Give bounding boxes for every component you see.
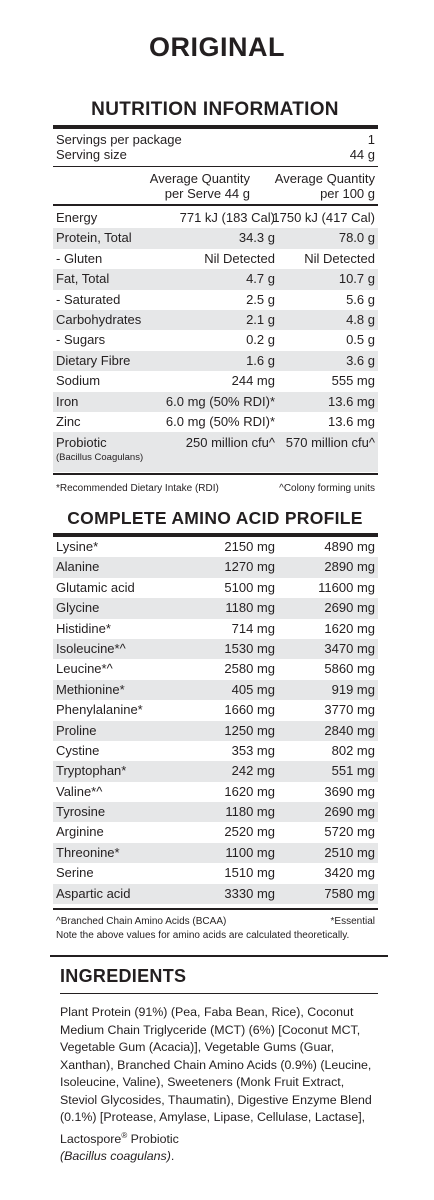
amino-row bbox=[53, 639, 378, 659]
nutrition-serve: 2.1 g bbox=[246, 311, 275, 327]
amino-name: Cystine bbox=[56, 742, 100, 758]
ingredients-text bbox=[60, 1004, 380, 1166]
amino-name: Tyrosine bbox=[56, 804, 106, 820]
amino-row bbox=[53, 802, 378, 822]
amino-serve: 1620 mg bbox=[224, 783, 275, 799]
amino-serve: 1250 mg bbox=[224, 722, 275, 738]
amino-row bbox=[53, 843, 378, 863]
nutrition-per100: 555 mg bbox=[331, 373, 375, 389]
nutrition-name: Zinc bbox=[56, 413, 81, 429]
nutrition-name: Fat, Total bbox=[56, 271, 110, 287]
nutrition-per100: 13.6 mg bbox=[328, 393, 375, 409]
amino-name: Methionine* bbox=[56, 681, 125, 697]
nutrition-row bbox=[53, 290, 378, 310]
amino-name: Glycine bbox=[56, 600, 100, 616]
nutrition-per100: 78.0 g bbox=[338, 230, 375, 246]
nutrition-serve: Nil Detected bbox=[204, 250, 275, 266]
amino-serve: 1530 mg bbox=[224, 640, 275, 656]
product-title: ORIGINAL bbox=[149, 32, 285, 62]
ingredients-probiotic: Probiotic bbox=[127, 1131, 179, 1146]
nutrition-serve: 6.0 mg (50% RDI)* bbox=[165, 413, 275, 429]
amino-serve: 1660 mg bbox=[224, 702, 275, 718]
amino-per100: 11600 mg bbox=[318, 579, 375, 595]
nutrition-serve: 2.5 g bbox=[246, 291, 275, 307]
rdi-note: *Recommended Dietary Intake (RDI) bbox=[56, 483, 219, 494]
col-header-serve bbox=[150, 171, 250, 201]
nutrition-row bbox=[53, 412, 378, 432]
amino-row bbox=[53, 782, 378, 802]
nutrition-row bbox=[53, 249, 378, 269]
amino-row bbox=[53, 884, 378, 904]
essential-note: *Essential bbox=[330, 916, 375, 927]
divider bbox=[53, 166, 378, 167]
amino-serve: 714 mg bbox=[231, 620, 275, 636]
probiotic-per100: 570 million cfu^ bbox=[285, 435, 375, 450]
nutrition-name: - Sugars bbox=[56, 332, 106, 348]
nutrition-per100: 5.6 g bbox=[346, 291, 375, 307]
nutrition-per100: 4.8 g bbox=[346, 311, 375, 327]
ingredients-end: . bbox=[170, 1149, 175, 1164]
amino-row bbox=[53, 619, 378, 639]
ingredients-top-rule bbox=[50, 955, 388, 957]
col-header-per100 bbox=[275, 171, 375, 201]
amino-per100: 2690 mg bbox=[324, 804, 375, 820]
amino-per100: 3470 mg bbox=[324, 640, 375, 656]
nutrition-heading: NUTRITION INFORMATION bbox=[91, 99, 339, 120]
col-header-serve-line2: per Serve 44 g bbox=[164, 186, 250, 201]
nutrition-name: - Saturated bbox=[56, 291, 121, 307]
amino-row bbox=[53, 761, 378, 781]
nutrition-name: Sodium bbox=[56, 373, 101, 389]
col-header-serve-line1: Average Quantity bbox=[149, 171, 250, 186]
probiotic-sub: (Bacillus Coagulans) bbox=[56, 452, 144, 463]
serving-size-label: Serving size bbox=[56, 147, 127, 162]
amino-serve: 1100 mg bbox=[225, 844, 275, 860]
nutrition-row bbox=[53, 208, 378, 228]
amino-serve: 1270 mg bbox=[224, 559, 275, 575]
amino-table bbox=[53, 537, 378, 904]
amino-serve: 2520 mg bbox=[224, 824, 275, 840]
amino-row bbox=[53, 741, 378, 761]
col-header-per100-line1: Average Quantity bbox=[274, 171, 375, 186]
amino-name: Serine bbox=[56, 865, 94, 881]
nutrition-name: Iron bbox=[56, 393, 79, 409]
nutrition-serve: 0.2 g bbox=[246, 332, 275, 348]
servings-value: 1 bbox=[367, 132, 375, 147]
nutrition-row bbox=[53, 310, 378, 330]
amino-name: Alanine bbox=[56, 559, 100, 575]
amino-row bbox=[53, 557, 378, 577]
probiotic-name: Probiotic bbox=[56, 435, 107, 450]
probiotic-serve: 250 million cfu^ bbox=[185, 435, 275, 450]
amino-name: Tryptophan* bbox=[56, 763, 127, 779]
amino-heading: COMPLETE AMINO ACID PROFILE bbox=[67, 508, 363, 528]
amino-serve: 353 mg bbox=[231, 742, 275, 758]
nutrition-name: Protein, Total bbox=[56, 230, 132, 246]
amino-per100: 5860 mg bbox=[324, 661, 375, 677]
amino-row bbox=[53, 537, 378, 557]
amino-per100: 1620 mg bbox=[324, 620, 375, 636]
amino-name: Threonine* bbox=[56, 844, 120, 860]
amino-row bbox=[53, 700, 378, 720]
amino-serve: 1180 mg bbox=[225, 600, 275, 616]
nutrition-name: - Gluten bbox=[56, 250, 103, 266]
cfu-note: ^Colony forming units bbox=[279, 483, 375, 494]
amino-per100: 3770 mg bbox=[324, 702, 375, 718]
nutrition-per100: 0.5 g bbox=[346, 332, 375, 348]
registered-mark: ® bbox=[121, 1130, 128, 1140]
amino-per100: 3420 mg bbox=[324, 865, 375, 881]
amino-serve: 1180 mg bbox=[225, 804, 275, 820]
nutrition-serve: 771 kJ (183 Cal) bbox=[179, 210, 275, 225]
amino-name: Arginine bbox=[56, 824, 104, 840]
amino-row bbox=[53, 863, 378, 883]
amino-name: Leucine*^ bbox=[56, 661, 113, 677]
nutrition-table bbox=[53, 208, 378, 432]
nutrition-per100: 1750 kJ (417 Cal) bbox=[272, 210, 375, 225]
amino-row bbox=[53, 721, 378, 741]
serving-size-value: 44 g bbox=[349, 147, 375, 162]
nutrition-name: Energy bbox=[56, 210, 98, 225]
nutrition-row bbox=[53, 392, 378, 412]
amino-per100: 2690 mg bbox=[324, 600, 375, 616]
nutrition-serve: 244 mg bbox=[231, 373, 275, 389]
amino-name: Glutamic acid bbox=[56, 579, 135, 595]
amino-per100: 802 mg bbox=[331, 742, 375, 758]
amino-row bbox=[53, 578, 378, 598]
ingredients-heading: INGREDIENTS bbox=[60, 966, 187, 986]
amino-per100: 2840 mg bbox=[324, 722, 375, 738]
amino-per100: 3690 mg bbox=[324, 783, 375, 799]
nutrition-top-rule bbox=[53, 125, 378, 129]
nutrition-row bbox=[53, 371, 378, 391]
amino-per100: 919 mg bbox=[331, 681, 375, 697]
amino-name: Proline bbox=[56, 722, 97, 738]
col-header-per100-line2: per 100 g bbox=[320, 186, 375, 201]
amino-serve: 5100 mg bbox=[224, 579, 275, 595]
amino-per100: 7580 mg bbox=[324, 885, 375, 901]
nutrition-per100: Nil Detected bbox=[304, 250, 375, 266]
ingredients-italic: (Bacillus coagulans) bbox=[60, 1149, 171, 1164]
theoretical-note: Note the above values for amino acids are calculated theoretically. bbox=[56, 930, 350, 941]
nutrition-name: Dietary Fibre bbox=[56, 352, 131, 368]
amino-per100: 551 mg bbox=[331, 763, 375, 779]
amino-per100: 4890 mg bbox=[324, 539, 375, 554]
probiotic-name-cell bbox=[56, 435, 143, 465]
nutrition-per100: 10.7 g bbox=[338, 271, 375, 287]
bcaa-note: ^Branched Chain Amino Acids (BCAA) bbox=[56, 916, 227, 927]
probiotic-row bbox=[53, 432, 378, 472]
amino-row bbox=[53, 680, 378, 700]
amino-name: Phenylalanine* bbox=[56, 702, 143, 718]
amino-serve: 405 mg bbox=[231, 681, 275, 697]
nutrition-per100: 3.6 g bbox=[346, 352, 375, 368]
nutrition-row bbox=[53, 269, 378, 289]
servings-label: Servings per package bbox=[56, 132, 182, 147]
amino-per100: 2890 mg bbox=[324, 559, 375, 575]
amino-row bbox=[53, 598, 378, 618]
amino-per100: 5720 mg bbox=[324, 824, 375, 840]
nutrition-serve: 6.0 mg (50% RDI)* bbox=[165, 393, 275, 409]
amino-serve: 3330 mg bbox=[224, 885, 275, 901]
amino-name: Lysine* bbox=[56, 539, 99, 554]
nutrition-serve: 1.6 g bbox=[246, 352, 275, 368]
amino-name: Valine*^ bbox=[56, 783, 103, 799]
amino-per100: 2510 mg bbox=[324, 844, 375, 860]
amino-name: Histidine* bbox=[56, 620, 111, 636]
amino-row bbox=[53, 822, 378, 842]
nutrition-per100: 13.6 mg bbox=[328, 413, 375, 429]
amino-bottom-rule bbox=[53, 908, 378, 910]
amino-name: Isoleucine*^ bbox=[56, 640, 126, 656]
ingredients-body: Plant Protein (91%) (Pea, Faba Bean, Rice), Coconut Medium Chain Triglyceride (MCT) (6%) [Coconut MCT, Vegetable Gum (Acacia)], Vegetable Gums (Guar, Xanthan), Branched Chain Amino Acids (0.9%) (Leucine, Isoleucine, Valine), Sweeteners (Monk Fruit Extract, Steviol Glycosides, Thaumatin), Digestive Enzyme Blend (0.1%) [Protease, Amylase, Lipase, Cellulase, Lactase], Lactospore bbox=[60, 1005, 372, 1146]
nutrition-row bbox=[53, 351, 378, 371]
nutrition-serve: 34.3 g bbox=[238, 230, 275, 246]
nutrition-row bbox=[53, 228, 378, 248]
ingredients-rule bbox=[60, 993, 378, 994]
amino-row bbox=[53, 659, 378, 679]
amino-name: Aspartic acid bbox=[56, 885, 131, 901]
nutrition-row bbox=[53, 330, 378, 350]
divider bbox=[53, 204, 378, 206]
nutrition-serve: 4.7 g bbox=[246, 271, 275, 287]
amino-serve: 2580 mg bbox=[224, 661, 275, 677]
nutrition-name: Carbohydrates bbox=[56, 311, 142, 327]
nutrition-bottom-rule bbox=[53, 473, 378, 475]
amino-serve: 1510 mg bbox=[224, 865, 275, 881]
amino-serve: 242 mg bbox=[231, 763, 275, 779]
amino-serve: 2150 mg bbox=[224, 539, 275, 554]
